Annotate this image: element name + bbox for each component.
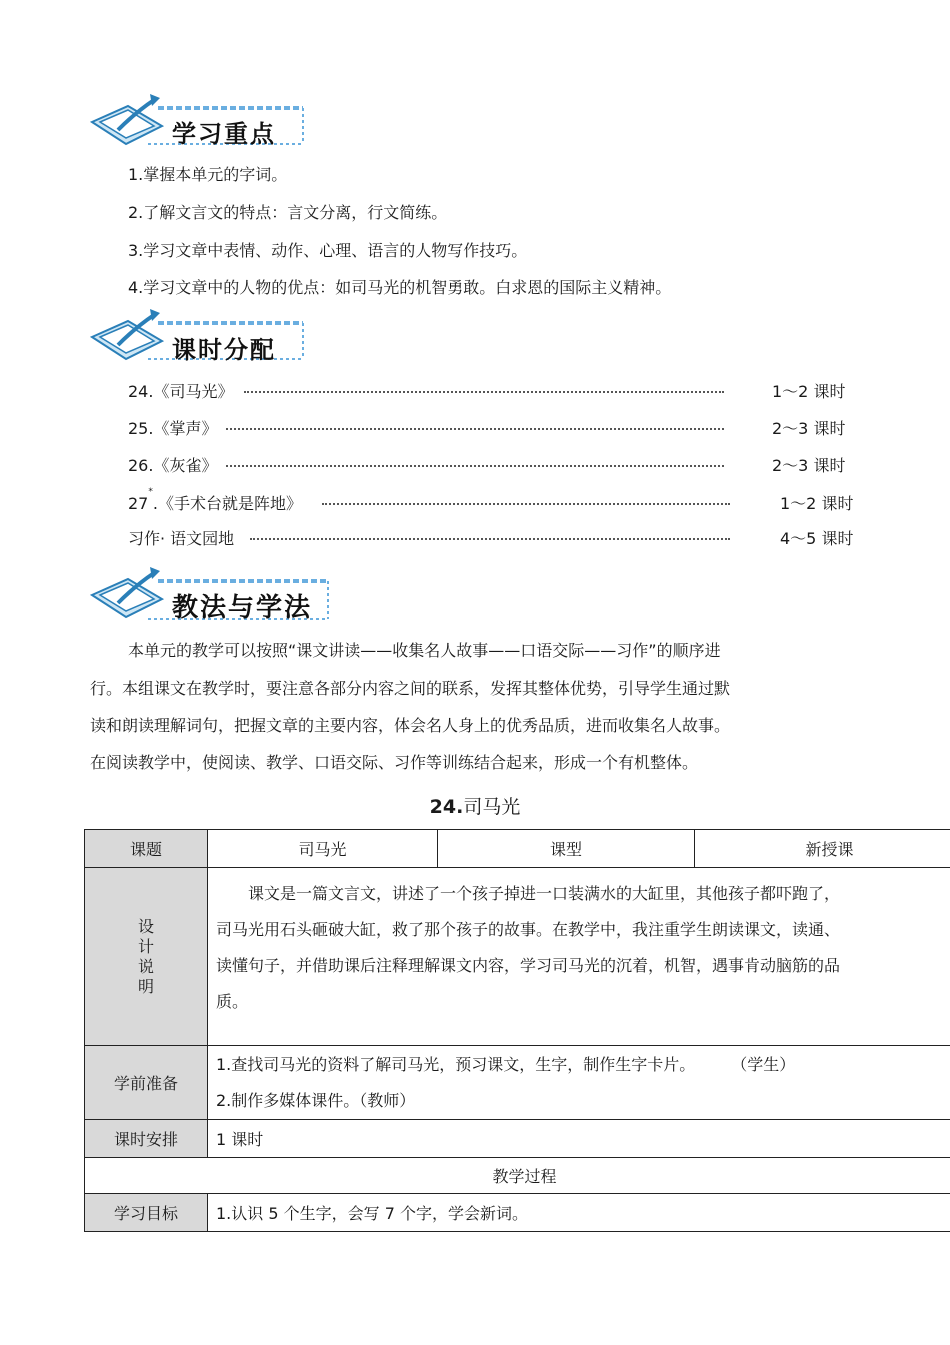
schedule-item-title: 25.《掌声》 <box>128 419 218 438</box>
design-label: 设计说明 <box>137 916 154 996</box>
optional-mark: * <box>148 487 153 497</box>
topic-value: 司马光 <box>208 830 438 868</box>
prep-note: （学生） <box>739 1054 796 1074</box>
method-line: 在阅读教学中，使阅读、教学、口语交际、习作等训练结合起来，形成一个有机整体。 <box>90 753 699 772</box>
schedule-item-hours: 4～5 课时 <box>780 529 854 548</box>
leader-dots <box>244 391 724 393</box>
prep-content <box>208 1046 950 1120</box>
table-row <box>85 1194 950 1232</box>
section-title: 学习重点 <box>172 120 276 148</box>
time-value: 1 课时 <box>208 1120 950 1158</box>
table-row <box>85 1120 950 1158</box>
schedule-item-hours: 2～3 课时 <box>772 419 846 438</box>
leader-dots <box>226 465 724 467</box>
schedule-item-hours: 2～3 课时 <box>772 456 846 475</box>
schedule-item-title: 习作· 语文园地 <box>128 529 235 548</box>
section-header-schedule <box>88 307 328 367</box>
table-row <box>85 1046 950 1120</box>
table-row <box>85 830 950 868</box>
prep-line: 2.制作多媒体课件。（教师） <box>216 1090 416 1110</box>
focus-item: 2.了解文言文的特点：言文分离，行文简练。 <box>128 203 448 222</box>
design-line: 质。 <box>216 992 249 1011</box>
time-label: 课时安排 <box>85 1120 208 1158</box>
design-line: 课文是一篇文言文，讲述了一个孩子掉进一口装满水的大缸里，其他孩子都吓跑了， <box>216 884 841 903</box>
type-value: 新授课 <box>695 830 950 868</box>
schedule-item-hours: 1～2 课时 <box>780 494 854 513</box>
leader-dots <box>226 428 724 430</box>
topic-label: 课题 <box>85 830 208 868</box>
section-header-focus <box>88 92 328 152</box>
method-line: 本单元的教学可以按照“课文讲读——收集名人故事——口语交际——习作”的顺序进 <box>128 641 721 660</box>
design-line: 读懂句子，并借助课后注释理解课文内容，学习司马光的沉着，机智，遇事肯动脑筋的品 <box>216 956 841 975</box>
table-row <box>85 1158 950 1194</box>
section-title: 课时分配 <box>172 336 276 364</box>
schedule-item-title: 24.《司马光》 <box>128 382 234 401</box>
lesson-caption-number: 24. <box>429 796 464 818</box>
lesson-caption-title: 司马光 <box>463 796 521 818</box>
table-row <box>85 868 950 1046</box>
process-label: 教学过程 <box>85 1158 950 1194</box>
goals-label: 学习目标 <box>85 1194 208 1232</box>
prep-label: 学前准备 <box>85 1046 208 1120</box>
schedule-item-title: 26.《灰雀》 <box>128 456 218 475</box>
design-content <box>208 868 950 1046</box>
design-label-cell <box>85 868 208 1046</box>
type-label: 课型 <box>438 830 695 868</box>
prep-line: 1.查找司马光的资料了解司马光，预习课文，生字，制作生字卡片。 <box>216 1054 696 1074</box>
lesson-number: 27 <box>128 494 149 513</box>
leader-dots <box>250 538 730 540</box>
lesson-caption <box>0 792 950 819</box>
focus-item: 3.学习文章中表情、动作、心理、语言的人物写作技巧。 <box>128 241 528 260</box>
lesson-name: .《手术台就是阵地》 <box>152 494 302 513</box>
focus-item: 4.学习文章中的人物的优点：如司马光的机智勇敢。白求恩的国际主义精神。 <box>128 278 672 297</box>
section-title: 教法与学法 <box>172 593 313 623</box>
goals-value: 1.认识 5 个生字，会写 7 个字，学会新词。 <box>208 1194 950 1232</box>
design-line: 司马光用石头砸破大缸，救了那个孩子的故事。在教学中，我注重学生朗读课文，读通、 <box>216 920 841 939</box>
schedule-item-title <box>128 487 302 514</box>
method-line: 行。本组课文在教学时，要注意各部分内容之间的联系，发挥其整体优势，引导学生通过默 <box>90 679 731 698</box>
section-header-method <box>88 563 338 623</box>
focus-item: 1.掌握本单元的字词。 <box>128 165 288 184</box>
method-line: 读和朗读理解词句，把握文章的主要内容，体会名人身上的优秀品质，进而收集名人故事。 <box>90 716 731 735</box>
schedule-item-hours: 1～2 课时 <box>772 382 846 401</box>
leader-dots <box>322 503 730 505</box>
lesson-plan-table <box>84 829 950 1232</box>
